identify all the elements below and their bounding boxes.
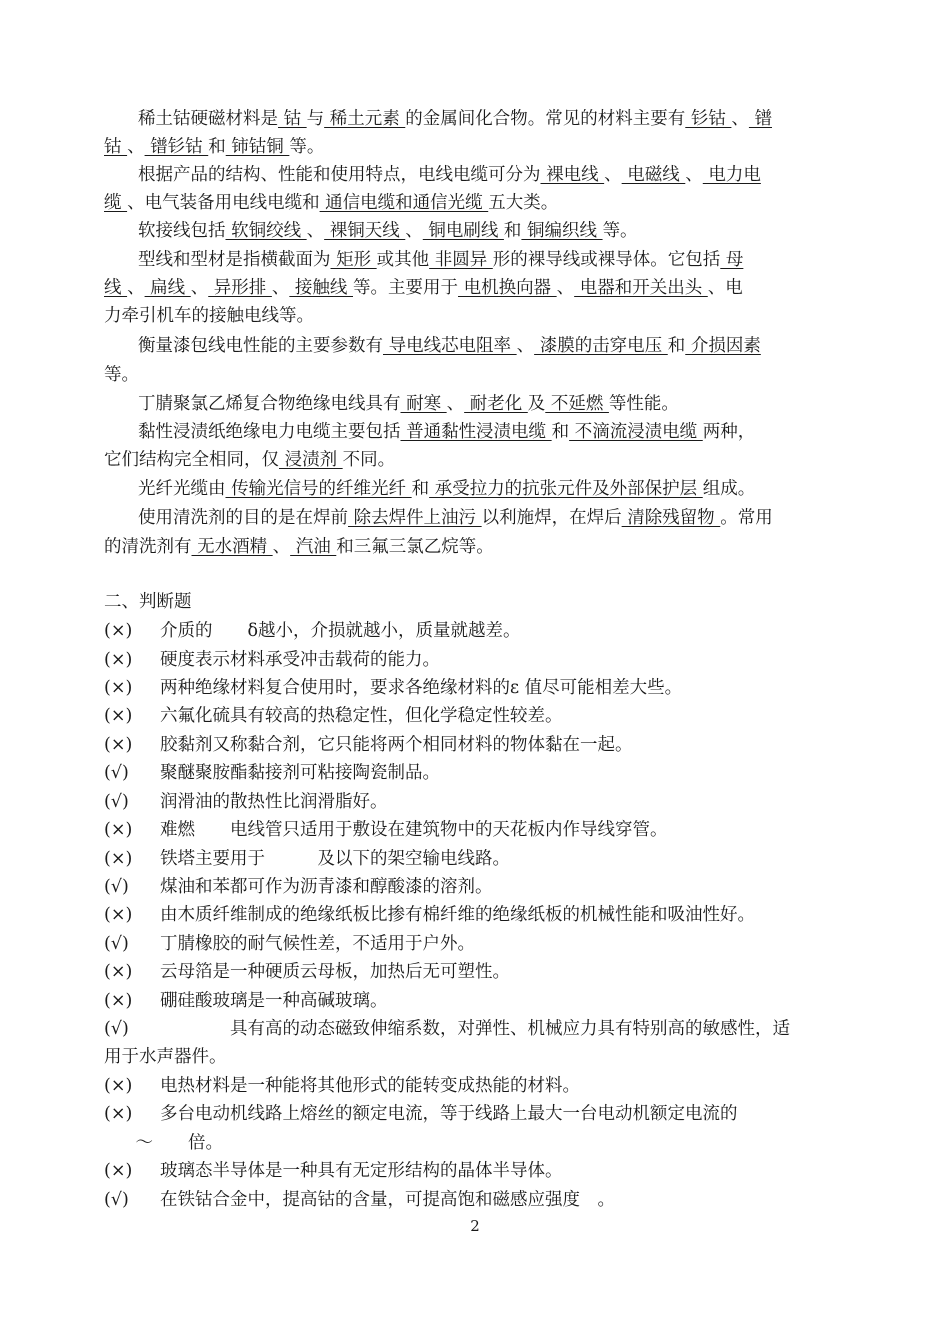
judgment-mark: (√) — [104, 934, 129, 954]
answer-blank: 接触线 — [289, 278, 353, 298]
judgment-text: 硼硅酸玻璃是一种高碱玻璃。 — [160, 991, 388, 1011]
static-text: 等性能。 — [608, 394, 679, 414]
static-text: 和 — [551, 422, 570, 442]
fill-in-paragraph-7-cont — [104, 449, 844, 471]
judgment-text: 具有高的动态磁致伸缩系数，对弹性、机械应力具有特别高的敏感性，适 — [160, 1019, 790, 1039]
static-text: 不同。 — [342, 450, 396, 470]
judgment-item — [104, 904, 844, 926]
static-text: 、 — [446, 394, 465, 414]
answer-blank: 耐寒 — [400, 394, 447, 414]
judgment-item — [104, 1160, 844, 1182]
static-text: 、 — [272, 537, 291, 557]
answer-blank: 缆 — [104, 193, 128, 213]
answer-blank: 矩形 — [330, 250, 377, 270]
judgment-item — [104, 1189, 844, 1211]
static-text: 它们结构完全相同，仅 — [104, 450, 279, 470]
answer-blank: 裸电线 — [540, 165, 605, 185]
judgment-mark: (√) — [104, 763, 129, 783]
answer-blank: 普通黏性浸渍电缆 — [400, 422, 552, 442]
judgment-text: 在铁钴合金中，提高钴的含量，可提高饱和磁感应强度 。 — [160, 1190, 615, 1210]
static-text: 等。 — [289, 137, 325, 157]
fill-in-paragraph-4-cont — [104, 277, 844, 299]
judgment-mark: (×) — [104, 621, 133, 641]
static-text: 以利施焊，在焊后 — [481, 508, 622, 528]
answer-blank: 钴 — [278, 109, 307, 129]
judgment-text: 多台电动机线路上熔丝的额定电流，等于线路上最大一台电动机额定电流的 — [160, 1104, 738, 1124]
static-text: 等。 — [602, 221, 638, 241]
fill-in-paragraph-3 — [104, 220, 844, 242]
answer-blank: 裸铜天线 — [324, 221, 406, 241]
judgment-item — [104, 990, 844, 1012]
static-text: 、电 — [707, 278, 743, 298]
fill-in-paragraph-8 — [104, 478, 844, 500]
judgment-mark: (√) — [104, 1190, 129, 1210]
judgment-item-continuation — [104, 1046, 844, 1068]
static-text: 软接线包括 — [138, 221, 226, 241]
judgment-text: 用于水声器件。 — [104, 1047, 227, 1067]
static-text: 五大类。 — [488, 193, 559, 213]
answer-blank: 耐老化 — [464, 394, 528, 414]
static-text: 或其他 — [376, 250, 430, 270]
judgment-text: 六氟化硫具有较高的热稳定性，但化学稳定性较差。 — [160, 706, 563, 726]
static-text: 、 — [190, 278, 209, 298]
answer-blank: 镨钐钴 — [144, 137, 209, 157]
static-text: 和 — [411, 479, 430, 499]
static-text: 及 — [527, 394, 546, 414]
answer-blank: 铈钴铜 — [225, 137, 290, 157]
judgment-mark: (×) — [104, 991, 133, 1011]
judgment-item — [104, 819, 844, 841]
static-text: 、 — [306, 221, 325, 241]
answer-blank: 漆膜的击穿电压 — [534, 336, 668, 356]
fill-in-paragraph-2 — [104, 164, 844, 186]
static-text: 黏性浸渍纸绝缘电力电缆主要包括 — [138, 422, 401, 442]
static-text: 、电气装备用电线电缆和 — [127, 193, 320, 213]
judgment-mark: (√) — [104, 1019, 129, 1039]
static-text: 光纤光缆由 — [138, 479, 226, 499]
answer-blank: 母 — [720, 250, 744, 270]
static-text: 的清洗剂有 — [104, 537, 192, 557]
judgment-item — [104, 848, 844, 870]
judgment-mark: (×) — [104, 706, 133, 726]
fill-in-paragraph-5-cont — [104, 364, 844, 386]
answer-blank: 不延燃 — [545, 394, 609, 414]
fill-in-paragraph-1-cont — [104, 136, 844, 158]
fill-in-paragraph-1 — [104, 108, 844, 130]
fill-in-paragraph-2-cont — [104, 192, 844, 214]
static-text: 、 — [127, 137, 145, 157]
fill-in-paragraph-4 — [104, 249, 844, 271]
static-text: 、 — [556, 278, 575, 298]
static-text: 形的裸导线或裸导体。它包括 — [492, 250, 721, 270]
judgment-mark: (×) — [104, 820, 133, 840]
fill-in-paragraph-5 — [104, 335, 844, 357]
judgment-text: 胶黏剂又称黏合剂，它只能将两个相同材料的物体黏在一起。 — [160, 735, 633, 755]
static-text: 根据产品的结构、性能和使用特点，电线电缆可分为 — [138, 165, 541, 185]
answer-blank: 导电线芯电阻率 — [383, 336, 517, 356]
judgment-mark: (√) — [104, 877, 129, 897]
judgment-item-continuation — [104, 1132, 844, 1154]
judgment-item — [104, 705, 844, 727]
judgment-text: ～ 倍。 — [118, 1133, 223, 1153]
answer-blank: 电机换向器 — [458, 278, 557, 298]
judgment-item — [104, 762, 844, 784]
answer-blank: 稀土元素 — [324, 109, 406, 129]
judgment-text: 由木质纤维制成的绝缘纸板比掺有棉纤维的绝缘纸板的机械性能和吸油性好。 — [160, 905, 755, 925]
static-text: 稀土钴硬磁材料是 — [138, 109, 278, 129]
static-text: 、 — [516, 336, 535, 356]
static-text: 和 — [503, 221, 522, 241]
judgment-item — [104, 961, 844, 983]
judgment-item — [104, 677, 844, 699]
answer-blank: 无水酒精 — [191, 537, 273, 557]
static-text: 等。主要用于 — [353, 278, 458, 298]
answer-blank: 软铜绞线 — [225, 221, 307, 241]
judgment-text: 铁塔主要用于 及以下的架空输电线路。 — [160, 849, 510, 869]
judgment-text: 玻璃态半导体是一种具有无定形结构的晶体半导体。 — [160, 1161, 563, 1181]
judgment-item — [104, 649, 844, 671]
static-text: 型线和型材是指横截面为 — [138, 250, 331, 270]
answer-blank: 传输光信号的纤维光纤 — [225, 479, 412, 499]
judgment-text: 两种绝缘材料复合使用时，要求各绝缘材料的ε 值尽可能相差大些。 — [160, 678, 683, 698]
static-text: 使用清洗剂的目的是在焊前 — [138, 508, 348, 528]
static-text: 和三氟三氯乙烷等。 — [336, 537, 494, 557]
answer-blank: 浸渍剂 — [279, 450, 343, 470]
answer-blank: 钐钴 — [685, 109, 732, 129]
answer-blank: 电器和开关出头 — [574, 278, 708, 298]
judgment-text: 介质的 δ越小，介损就越小，质量就越差。 — [160, 621, 521, 641]
answer-blank: 不滴流浸渍电缆 — [569, 422, 703, 442]
answer-blank: 非圆异 — [429, 250, 493, 270]
answer-blank: 承受拉力的抗张元件及外部保护层 — [429, 479, 703, 499]
static-text: 两种， — [702, 422, 756, 442]
static-text: 与 — [306, 109, 325, 129]
answer-blank: 扁线 — [144, 278, 191, 298]
judgment-item — [104, 1018, 844, 1040]
answer-blank: 汽油 — [290, 537, 337, 557]
answer-blank: 铜编织线 — [521, 221, 603, 241]
answer-blank: 电磁线 — [621, 165, 686, 185]
static-text: 衡量漆包线电性能的主要参数有 — [138, 336, 383, 356]
judgment-text: 硬度表示材料承受冲击载荷的能力。 — [160, 650, 440, 670]
judgment-text: 云母箔是一种硬质云母板，加热后无可塑性。 — [160, 962, 510, 982]
fill-in-paragraph-4-end — [104, 305, 844, 327]
answer-blank: 钴 — [104, 137, 128, 157]
static-text: 、 — [271, 278, 290, 298]
answer-blank: 电力电 — [702, 165, 761, 185]
judgment-mark: (×) — [104, 962, 133, 982]
judgment-item — [104, 791, 844, 813]
answer-blank: 清除残留物 — [621, 508, 721, 528]
static-text: 、 — [685, 165, 703, 185]
static-text: 组成。 — [702, 479, 756, 499]
judgment-mark: (×) — [104, 1104, 133, 1124]
fill-in-paragraph-7 — [104, 421, 844, 443]
static-text: 力牵引机车的接触电线等。 — [104, 306, 314, 326]
judgment-text: 丁腈橡胶的耐气候性差，不适用于户外。 — [160, 934, 475, 954]
static-text: 的金属间化合物。常见的材料主要有 — [405, 109, 686, 129]
judgment-item — [104, 620, 844, 642]
static-text: 。常用 — [720, 508, 773, 528]
judgment-mark: (×) — [104, 849, 133, 869]
static-text: 、 — [127, 278, 145, 298]
static-text: 、 — [604, 165, 622, 185]
answer-blank: 异形排 — [208, 278, 272, 298]
static-text: 等。 — [104, 365, 139, 385]
judgment-mark: (√) — [104, 792, 129, 812]
page-number: 2 — [470, 1217, 480, 1235]
judgment-text: 难燃 电线管只适用于敷设在建筑物中的天花板内作导线穿管。 — [160, 820, 668, 840]
fill-in-paragraph-9 — [104, 507, 844, 529]
static-text: 、 — [405, 221, 423, 241]
judgment-item — [104, 1075, 844, 1097]
judgment-mark: (×) — [104, 905, 133, 925]
judgment-text: 聚醚聚胺酯黏接剂可粘接陶瓷制品。 — [160, 763, 440, 783]
answer-blank: 通信电缆和通信光缆 — [319, 193, 489, 213]
judgment-item — [104, 876, 844, 898]
fill-in-paragraph-6 — [104, 393, 844, 415]
fill-in-paragraph-9-cont — [104, 536, 844, 558]
static-text: 、 — [731, 109, 749, 129]
answer-blank: 线 — [104, 278, 128, 298]
judgment-item — [104, 734, 844, 756]
static-text: 和 — [208, 137, 226, 157]
judgment-text: 润滑油的散热性比润滑脂好。 — [160, 792, 388, 812]
judgment-item — [104, 933, 844, 955]
section-title: 二、判断题 — [104, 592, 192, 612]
answer-blank: 镨 — [748, 109, 772, 129]
static-text: 丁腈聚氯乙烯复合物绝缘电线具有 — [138, 394, 401, 414]
judgment-text: 电热材料是一种能将其他形式的能转变成热能的材料。 — [160, 1076, 580, 1096]
answer-blank: 除去焊件上油污 — [348, 508, 482, 528]
judgment-item — [104, 1103, 844, 1125]
answer-blank: 介损因素 — [685, 336, 761, 356]
judgment-mark: (×) — [104, 735, 133, 755]
judgment-mark: (×) — [104, 1161, 133, 1181]
judgment-mark: (×) — [104, 650, 133, 670]
judgment-text: 煤油和苯都可作为沥青漆和醇酸漆的溶剂。 — [160, 877, 493, 897]
static-text: 和 — [667, 336, 686, 356]
judgment-mark: (×) — [104, 678, 133, 698]
answer-blank: 铜电刷线 — [422, 221, 504, 241]
judgment-mark: (×) — [104, 1076, 133, 1096]
